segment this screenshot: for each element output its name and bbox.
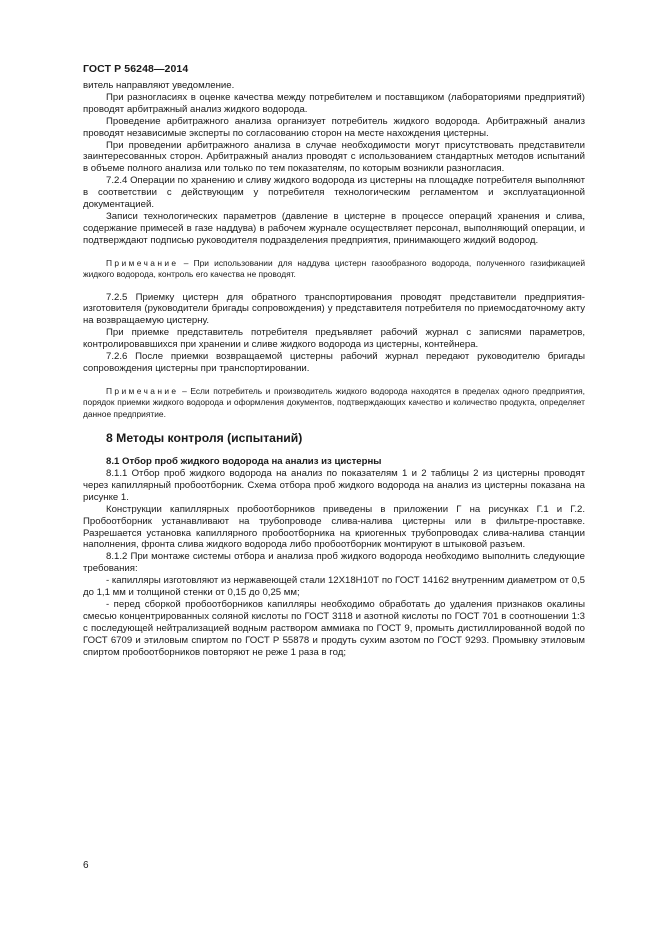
- document-body: [83, 80, 585, 658]
- paragraph: 7.2.5 Приемку цистерн для обратного транспортирования проводят представители предприятия-изготовителя (руководители бригады сопровождения) у представителя потребителя по приемосдаточному акту на возвращаемую цистерну.: [83, 291, 585, 327]
- spacer: [83, 420, 585, 431]
- paragraph: витель направляют уведомление.: [83, 80, 235, 91]
- note-text: – При использовании для наддува цистерн газообразного водорода, полученного газификацией жидкого водорода, контроль его качества не проводят.: [83, 257, 585, 280]
- note: [83, 386, 585, 420]
- paragraph: Конструкции капиллярных пробоотборников приведены в приложении Г на рисунках Г.1 и Г.2. Пробоотборник устанавливают на трубопроводе слива-налива цистерны или в фильтре-проставке. Разрешается установка капиллярного пробоотборника на криогенных трубопроводах слива-налива станции наполнения, фронта слива жидкого водорода либо пробоотборник монтируют в штыковой разъем.: [83, 503, 585, 551]
- paragraph: Записи технологических параметров (давление в цистерне в процессе операций хранения и слива, содержание примесей в газе наддува) в рабочем журнале осуществляет персонал, выполняющий операции, и подтверждают подписью руководителя подразделения предприятия, принимающего жидкий водород.: [83, 210, 585, 246]
- paragraph: Проведение арбитражного анализа организует потребитель жидкого водорода. Арбитражный анализ проводят независимые эксперты по согласованию сторон на месте нахождения цистерны.: [83, 115, 585, 139]
- document-header: ГОСТ Р 56248—2014: [83, 63, 189, 75]
- paragraph: При приемке представитель потребителя предъявляет рабочий журнал с записями параметров, контролировавшихся при хранении и сливе жидкого водорода из цистерны, контейнера.: [83, 327, 585, 351]
- paragraph: При проведении арбитражного анализа в случае необходимости могут присутствовать представители заинтересованных сторон. Арбитражный анализ проводят с использованием стандартных методов испытаний в объеме полного анализа или только по тем показателям, по которым возникли разногласия.: [83, 139, 585, 175]
- page-number: 6: [83, 860, 89, 871]
- paragraph: При разногласиях в оценке качества между потребителем и поставщиком (лабораториями предприятий) проводят арбитражный анализ жидкого водорода.: [83, 91, 585, 115]
- list-item: - капилляры изготовляют из нержавеющей стали 12Х18Н10Т по ГОСТ 14162 внутренним диаметром от 0,5 до 1,1 мм и толщиной стенки от 0,15 до 0,25 мм;: [83, 575, 585, 599]
- note-label: Примечание: [106, 257, 179, 268]
- note-text: – Если потребитель и производитель жидкого водорода находятся в пределах одного предприятия, порядок приемки жидкого водорода и оформления документов, подтверждающих качество и количество продукта, определяет данное предприятие.: [83, 385, 585, 419]
- spacer: [83, 247, 585, 258]
- spacer: [83, 445, 585, 456]
- section-title: 8 Методы контроля (испытаний): [106, 431, 303, 446]
- subsection-title: 8.1 Отбор проб жидкого водорода на анализ из цистерны: [106, 456, 382, 468]
- note: [83, 258, 585, 281]
- spacer: [83, 375, 585, 386]
- paragraph: 7.2.4 Операции по хранению и сливу жидкого водорода из цистерны на площадке потребителя выполняют в соответствии с действующим у потребителя технологическим регламентом и эксплуатационной документацией.: [83, 175, 585, 211]
- paragraph: 7.2.6 После приемки возвращаемой цистерны рабочий журнал передают руководителю бригады сопровождения цистерны при транспортировании.: [83, 351, 585, 374]
- spacer: [83, 281, 585, 292]
- note-label: Примечание: [106, 385, 179, 396]
- paragraph: 8.1.2 При монтаже системы отбора и анализа проб жидкого водорода необходимо выполнить следующие требования:: [83, 551, 585, 575]
- paragraph: 8.1.1 Отбор проб жидкого водорода на анализ по показателям 1 и 2 таблицы 2 из цистерны проводят через капиллярный пробоотборник. Схема отбора проб жидкого водорода на анализ из цистерны показана на рисунке 1.: [83, 467, 585, 503]
- list-item: - перед сборкой пробоотборников капилляры необходимо обработать до удаления признаков окалины смесью концентрированных соляной кислоты по ГОСТ 3118 и азотной кислоты по ГОСТ 701 в соотношении 1:3 с последующей нейтрализацией водным раствором аммиака по ГОСТ 9, промыть дистиллированной водой по ГОСТ 6709 и этиловым спиртом по ГОСТ Р 55878 и продуть сухим азотом по ГОСТ 9293. Промывку этиловым спиртом пробоотборников повторяют не реже 1 раза в год;: [83, 598, 585, 658]
